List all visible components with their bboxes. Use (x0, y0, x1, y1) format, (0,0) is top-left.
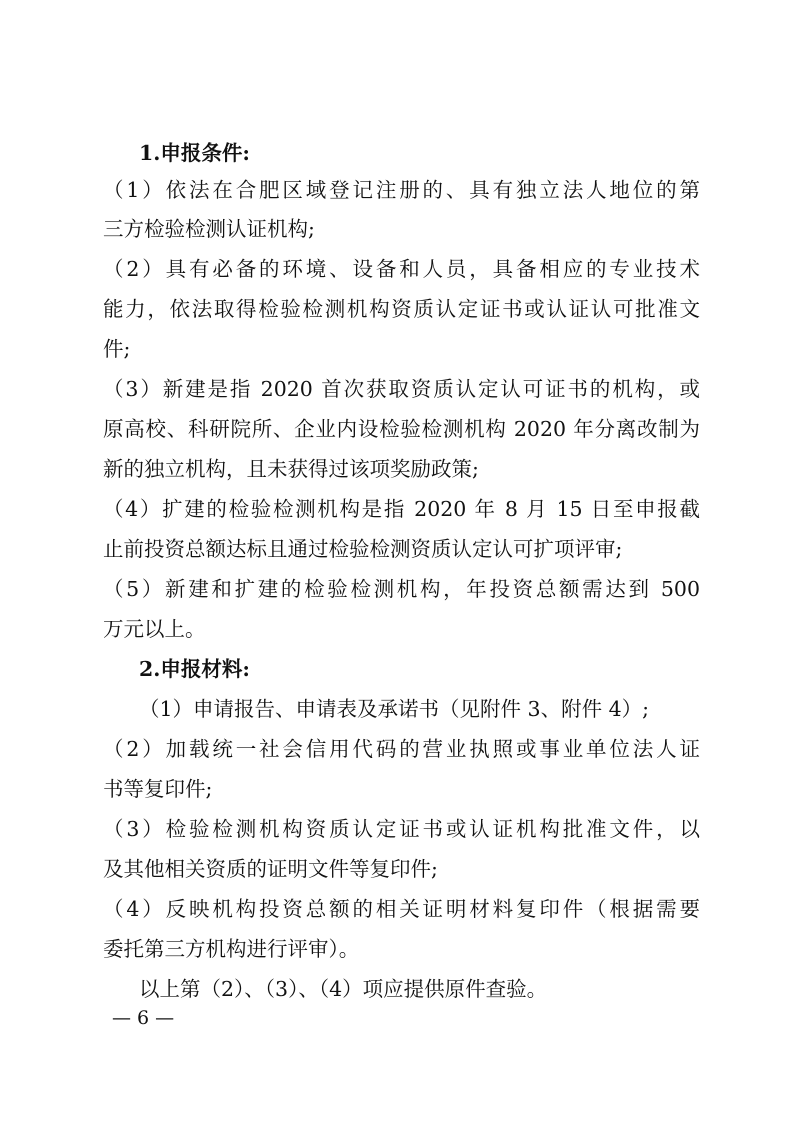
condition-1-line-1: （1）依法在合肥区域登记注册的、具有独立法人地位的第 (103, 178, 700, 202)
material-1-line-1: （1）申请报告、申请表及承诺书（见附件 3、附件 4）; (139, 697, 650, 721)
material-2-line-1: （2）加载统一社会信用代码的营业执照或事业单位法人证 (103, 737, 700, 761)
section-heading-materials: 2.申报材料: (139, 657, 250, 681)
material-4-line-1: （4）反映机构投资总额的相关证明材料复印件（根据需要 (103, 897, 700, 921)
condition-3-line-3: 新的独立机构，且未获得过该项奖励政策; (103, 457, 479, 481)
material-4-line-2: 委托第三方机构进行评审）。 (103, 937, 360, 961)
material-3-line-2: 及其他相关资质的证明文件等复印件; (103, 857, 438, 881)
condition-3-line-1: （3）新建是指 2020 首次获取资质认定认可证书的机构，或 (103, 377, 700, 401)
condition-4-line-2: 止前投资总额达标且通过检验检测资质认定认可扩项评审; (103, 537, 623, 561)
material-2-line-2: 书等复印件; (103, 777, 213, 801)
condition-4-line-1: （4）扩建的检验检测机构是指 2020 年 8 月 15 日至申报截 (103, 497, 700, 521)
condition-1-line-2: 三方检验检测认证机构; (103, 217, 315, 241)
condition-5-line-1: （5）新建和扩建的检验检测机构，年投资总额需达到 500 (103, 577, 700, 601)
section-heading-conditions: 1.申报条件: (139, 141, 250, 165)
material-3-line-1: （3）检验检测机构资质认定证书或认证机构批准文件，以 (103, 817, 700, 841)
condition-2-line-3: 件; (103, 337, 131, 361)
closing-note: 以上第（2）、（3）、（4）项应提供原件查验。 (139, 977, 548, 1001)
condition-3-line-2: 原高校、科研院所、企业内设检验检测机构 2020 年分离改制为 (103, 417, 700, 441)
page-number: — 6 — (112, 1007, 175, 1029)
condition-5-line-2: 万元以上。 (103, 617, 206, 641)
condition-2-line-1: （2）具有必备的环境、设备和人员，具备相应的专业技术 (103, 257, 700, 281)
condition-2-line-2: 能力，依法取得检验检测机构资质认定证书或认证认可批准文 (103, 297, 700, 321)
